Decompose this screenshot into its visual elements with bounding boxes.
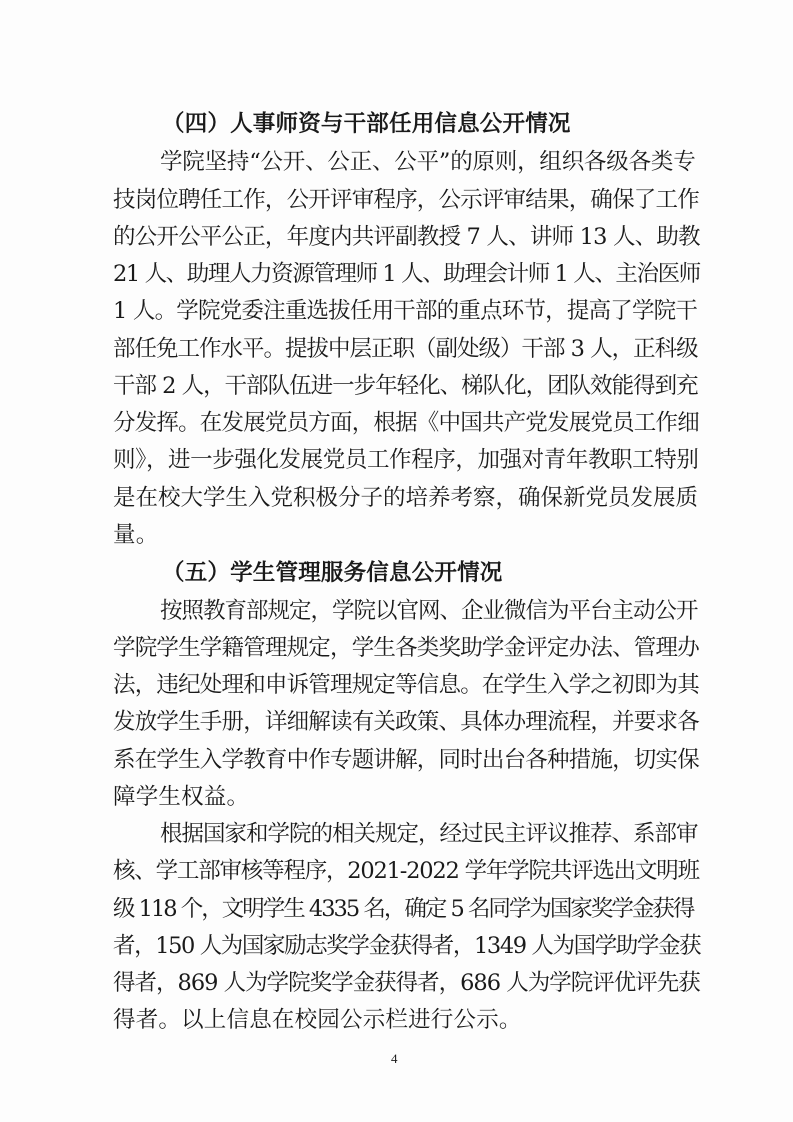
text-line: 是在校大学生入党积极分子的培养考察，确保新党员发展质 — [113, 485, 699, 511]
text-line: 障学生权益。 — [113, 784, 250, 810]
text-line: 核、学工部审核等程序，2021-2022 学年学院共评选出文明班 — [113, 858, 699, 884]
section-4-heading: （四）人事师资与干部任用信息公开情况 — [162, 111, 571, 137]
text-line: 部任免工作水平。提拔中层正职（副处级）干部 3 人，正科级 — [113, 336, 698, 362]
text-line: 学院学生学籍管理规定，学生各类奖助学金评定办法、管理办 — [113, 635, 699, 661]
text-line: 技岗位聘任工作，公开评审程序，公示评审结果，确保了工作 — [113, 187, 699, 213]
text-line: 级 118 个，文明学生 4335 名，确定 5 名同学为国家奖学金获得 — [113, 896, 694, 922]
text-line: 则》，进一步强化发展党员工作程序，加强对青年教职工特别 — [113, 447, 699, 473]
text-line: 干部 2 人，干部队伍进一步年轻化、梯队化，团队效能得到充 — [113, 373, 698, 399]
text-line: 发放学生手册，详细解读有关政策、具体办理流程，并要求各 — [113, 709, 699, 735]
text-line: 按照教育部规定，学院以官网、企业微信为平台主动公开 — [160, 598, 698, 624]
page-number: 4 — [391, 1051, 398, 1066]
text-line: 根据国家和学院的相关规定，经过民主评议推荐、系部审 — [160, 821, 698, 847]
text-line: 的公开公平公正，年度内共评副教授 7 人、讲师 13 人、助教 — [113, 224, 700, 250]
text-line: 得者，869 人为学院奖学金获得者，686 人为学院评优评先获 — [113, 970, 700, 996]
text-line: 得者。以上信息在校园公示栏进行公示。 — [113, 1007, 522, 1033]
text-line: 分发挥。在发展党员方面，根据《中国共产党发展党员工作细 — [113, 410, 699, 436]
text-line: 量。 — [113, 522, 159, 548]
text-line: 学院坚持“公开、公正、公平”的原则，组织各级各类专 — [160, 149, 696, 175]
text-line: 系在学生入学教育中作专题讲解，同时出台各种措施，切实保 — [113, 747, 699, 773]
text-line: 者，150 人为国家励志奖学金获得者，1349 人为国学助学金获 — [113, 933, 701, 959]
section-5-heading: （五）学生管理服务信息公开情况 — [162, 560, 503, 586]
text-line: 法，违纪处理和申诉管理规定等信息。在学生入学之初即为其 — [113, 672, 699, 698]
text-line: 1 人。学院党委注重选拔任用干部的重点环节，提高了学院干 — [113, 298, 698, 324]
text-line: 21 人、助理人力资源管理师 1 人、助理会计师 1 人、主治医师 — [113, 261, 700, 287]
